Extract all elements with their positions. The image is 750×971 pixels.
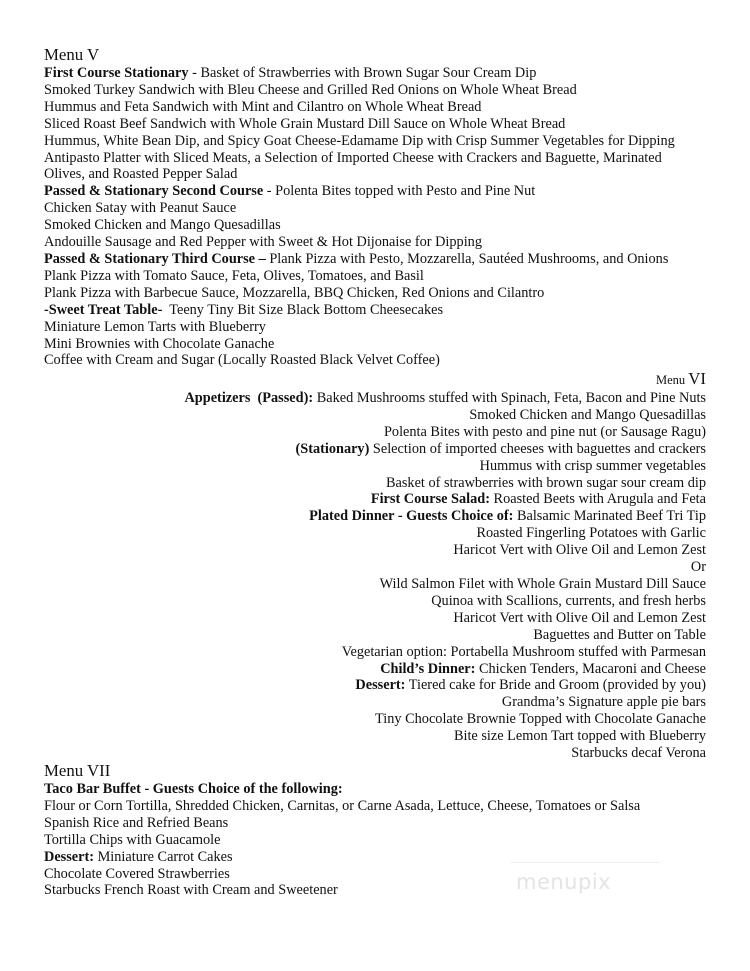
menu-item: Plank Pizza with Barbecue Sauce, Mozzarella, BBQ Chicken, Red Onions and Cilantro	[44, 284, 545, 301]
menu-item: Basket of strawberries with brown sugar sour cream dip	[385, 474, 706, 491]
menu-item: Antipasto Platter with Sliced Meats, a Selection of Imported Cheese with Crackers and Baguette, Marinated Olives, and Roasted Pepper Salad	[44, 149, 662, 183]
menu-item: Smoked Chicken and Mango Quesadillas	[469, 406, 706, 423]
sweet-treat-line	[44, 302, 734, 319]
first-course-line	[44, 65, 734, 82]
salad-label: First Course Salad:	[370, 491, 490, 508]
stationary-text: Selection of imported cheeses with baguettes and crackers	[369, 440, 706, 457]
menu-item: Chicken Satay with Peanut Sauce	[44, 200, 237, 217]
menupix-watermark: menupix	[516, 870, 612, 894]
menu-item: Miniature Lemon Tarts with Blueberry	[44, 318, 266, 335]
menu-item: Polenta Bites with pesto and pine nut (or Sausage Ragu)	[383, 423, 706, 440]
appetizers-text: Baked Mushrooms stuffed with Spinach, Feta, Bacon and Pine Nuts	[313, 390, 706, 406]
menu-item: Roasted Fingerling Potatoes with Garlic	[476, 525, 706, 542]
menu-item: Haricot Vert with Olive Oil and Lemon Zest	[453, 609, 706, 626]
first-course-label: First Course Stationary	[44, 65, 189, 81]
appetizers-line	[66, 390, 706, 407]
menu-item: Tiny Chocolate Brownie Topped with Chocolate Ganache	[375, 711, 706, 728]
menu-item: Haricot Vert with Olive Oil and Lemon Zest	[453, 542, 706, 559]
menu-item: Coffee with Cream and Sugar (Locally Roasted Black Velvet Coffee)	[44, 352, 440, 369]
dessert-label: Dessert:	[355, 677, 406, 694]
menu-item: Sliced Roast Beef Sandwich with Whole Grain Mustard Dill Sauce on Whole Wheat Bread	[44, 115, 566, 132]
menu-item: Spanish Rice and Refried Beans	[44, 814, 229, 831]
menu-item: Starbucks decaf Verona	[571, 745, 706, 762]
third-course-text: Plank Pizza with Pesto, Mozzarella, Sautéed Mushrooms, and Onions	[265, 250, 669, 267]
child-dinner-text: Chicken Tenders, Macaroni and Cheese	[475, 660, 706, 677]
menu-item: Baguettes and Butter on Table	[533, 626, 706, 643]
menu-item: Flour or Corn Tortilla, Shredded Chicken, Carnitas, or Carne Asada, Lettuce, Cheese, Tomatoes or Salsa	[44, 797, 641, 814]
buffet-label: Taco Bar Buffet - Guests Choice of the following:	[44, 781, 343, 797]
menu-v-title: Menu V	[44, 45, 100, 64]
menu-vi-section	[66, 369, 706, 762]
child-dinner-label: Child’s Dinner:	[380, 660, 476, 677]
menu-item: Smoked Chicken and Mango Quesadillas	[44, 217, 281, 234]
menu-item: Chocolate Covered Strawberries	[44, 865, 230, 882]
stationary-line	[66, 441, 706, 458]
menu-item: Grandma’s Signature apple pie bars	[501, 694, 706, 711]
dessert-vii-text: Miniature Carrot Cakes	[94, 848, 233, 865]
second-course-label: Passed & Stationary Second Course	[44, 183, 264, 200]
plated-text: Balsamic Marinated Beef Tri Tip	[513, 508, 706, 525]
menu-v-section	[44, 45, 734, 369]
menu-vii-title: Menu VII	[44, 761, 111, 780]
menu-vii-section	[44, 761, 734, 899]
menu-vi-title	[66, 369, 706, 390]
menu-item: Mini Brownies with Chocolate Ganache	[44, 335, 275, 352]
menu-item: Smoked Turkey Sandwich with Bleu Cheese and Grilled Red Onions on Whole Wheat Bread	[44, 81, 577, 98]
menu-item: Bite size Lemon Tart topped with Blueberry	[453, 728, 706, 745]
dessert-line	[66, 677, 706, 694]
child-dinner-line	[66, 661, 706, 678]
third-course-line	[44, 251, 734, 268]
second-course-text: - Polenta Bites topped with Pesto and Pine Nut	[263, 183, 536, 200]
third-course-label: Passed & Stationary Third Course –	[44, 250, 266, 267]
menu-item: Wild Salmon Filet with Whole Grain Mustard Dill Sauce	[379, 575, 706, 592]
menu-item: Hummus with crisp summer vegetables	[479, 457, 706, 474]
dessert-vii-label: Dessert:	[44, 848, 95, 865]
menu-item: Hummus, White Bean Dip, and Spicy Goat Cheese-Edamame Dip with Crisp Summer Vegetables for Dipping	[44, 132, 675, 149]
plated-label: Plated Dinner - Guests Choice of:	[309, 508, 514, 525]
menu-item: Tortilla Chips with Guacamole	[44, 831, 221, 848]
stationary-label: (Stationary)	[295, 440, 370, 457]
sweet-treat-label: -Sweet Treat Table-	[44, 301, 163, 318]
salad-line	[66, 491, 706, 508]
buffet-line	[44, 781, 734, 798]
menu-item: Starbucks French Roast with Cream and Sweetener	[44, 882, 338, 899]
plated-line	[66, 508, 706, 525]
menu-item: Vegetarian option: Portabella Mushroom stuffed with Parmesan	[341, 643, 706, 660]
salad-text: Roasted Beets with Arugula and Feta	[489, 491, 706, 508]
sweet-treat-text: Teeny Tiny Bit Size Black Bottom Cheesecakes	[162, 301, 444, 318]
dessert-text: Tiered cake for Bride and Groom (provided by you)	[405, 677, 706, 694]
second-course-line	[44, 183, 734, 200]
menu-vi-title-num: VI	[688, 369, 706, 388]
menu-vi-title-word: Menu	[655, 373, 689, 387]
watermark-rule	[510, 862, 660, 863]
menu-item: Plank Pizza with Tomato Sauce, Feta, Olives, Tomatoes, and Basil	[44, 267, 424, 284]
menu-item: Andouille Sausage and Red Pepper with Sweet & Hot Dijonaise for Dipping	[44, 234, 482, 251]
menu-item: Hummus and Feta Sandwich with Mint and Cilantro on Whole Wheat Bread	[44, 98, 482, 115]
first-course-text: - Basket of Strawberries with Brown Sugar Sour Cream Dip	[188, 65, 537, 81]
appetizers-label: Appetizers (Passed):	[184, 390, 314, 406]
menu-item: Or	[690, 559, 706, 576]
menu-item: Quinoa with Scallions, currents, and fresh herbs	[431, 592, 706, 609]
